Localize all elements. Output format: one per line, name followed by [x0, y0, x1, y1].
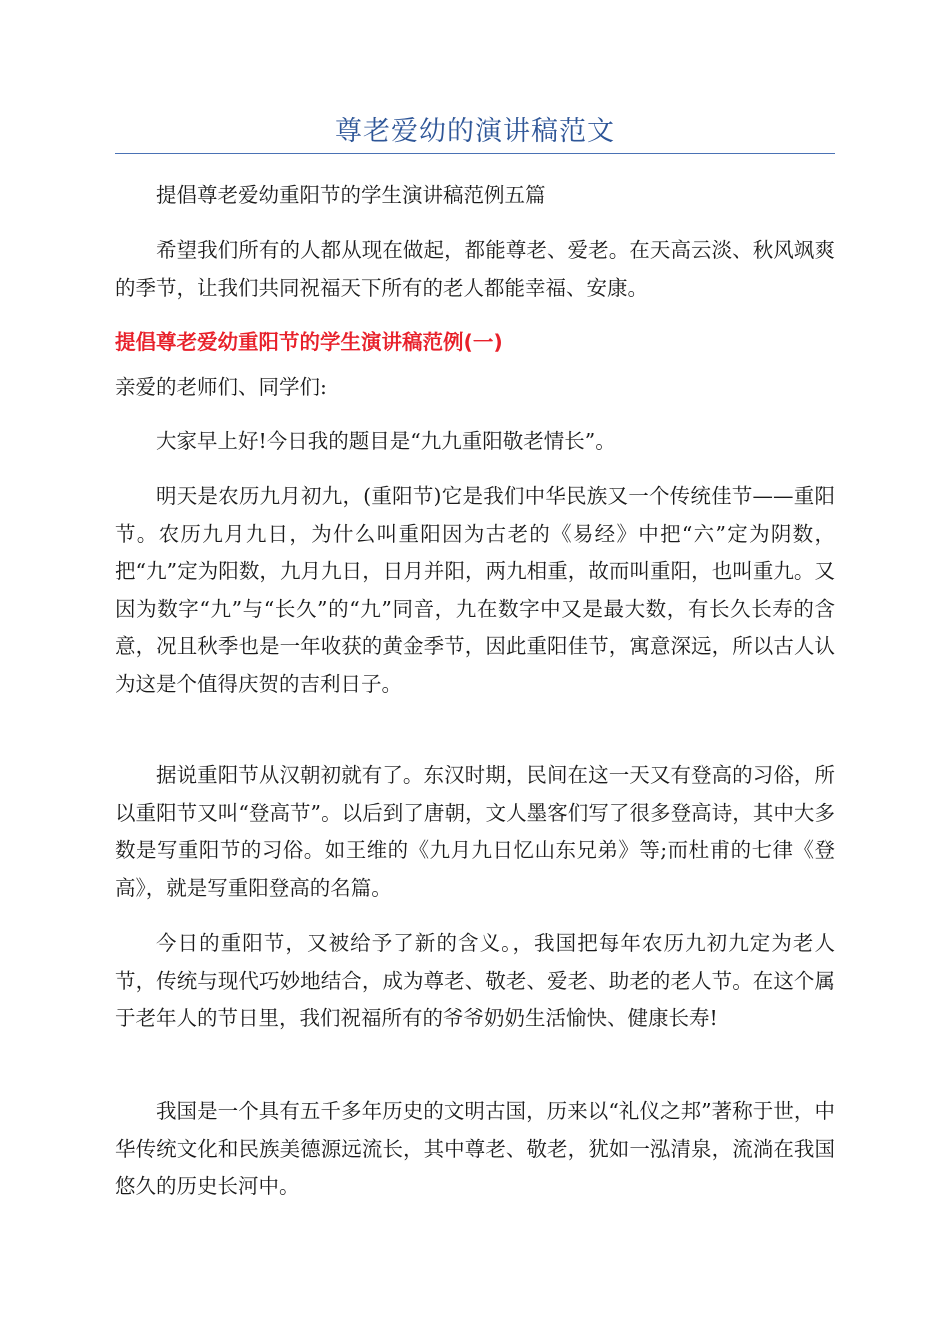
body-paragraph-3: 据说重阳节从汉朝初就有了。东汉时期，民间在这一天又有登高的习俗，所以重阳节又叫“登高节”。以后到了唐朝，文人墨客们写了很多登高诗，其中大多数是写重阳节的习俗。如王维的《九月九日忆山东兄弟》等;而杜甫的七律《登高》，就是写重阳登高的名篇。: [115, 763, 835, 900]
salutation: 亲爱的老师们、同学们:: [115, 375, 327, 399]
body-paragraph-5: 我国是一个具有五千多年历史的文明古国，历来以“礼仪之邦”著称于世，中华传统文化和民族美德源远流长，其中尊老、敬老，犹如一泓清泉，流淌在我国悠久的历史长河中。: [115, 1099, 835, 1198]
body-paragraph-2: 明天是农历九月初九，(重阳节)它是我们中华民族又一个传统佳节——重阳节。农历九月九日，为什么叫重阳因为古老的《易经》中把“六”定为阴数，把“九”定为阳数，九月九日，日月并阳，两九相重，故而叫重阳，也叫重九。又因为数字“九”与“长久”的“九”同音，九在数字中又是最大数，有长久长寿的含意，况且秋季也是一年收获的黄金季节，因此重阳佳节，寓意深远，所以古人认为这是个值得庆贺的吉利日子。: [115, 484, 835, 696]
section-heading: 提倡尊老爱幼重阳节的学生演讲稿范例(一): [115, 330, 503, 354]
document-title: 尊老爱幼的演讲稿范文: [335, 116, 615, 147]
title-underline: [115, 153, 835, 154]
body-paragraph-1: 大家早上好!今日我的题目是“九九重阳敬老情长”。: [156, 429, 616, 453]
document-subtitle: 提倡尊老爱幼重阳节的学生演讲稿范例五篇: [156, 183, 546, 207]
intro-paragraph: 希望我们所有的人都从现在做起，都能尊老、爱老。在天高云淡、秋风飒爽的季节，让我们共同祝福天下所有的老人都能幸福、安康。: [115, 238, 835, 300]
body-paragraph-4: 今日的重阳节，又被给予了新的含义。，我国把每年农历九初九定为老人节，传统与现代巧妙地结合，成为尊老、敬老、爱老、助老的老人节。在这个属于老年人的节日里，我们祝福所有的爷爷奶奶生活愉快、健康长寿!: [115, 931, 835, 1030]
